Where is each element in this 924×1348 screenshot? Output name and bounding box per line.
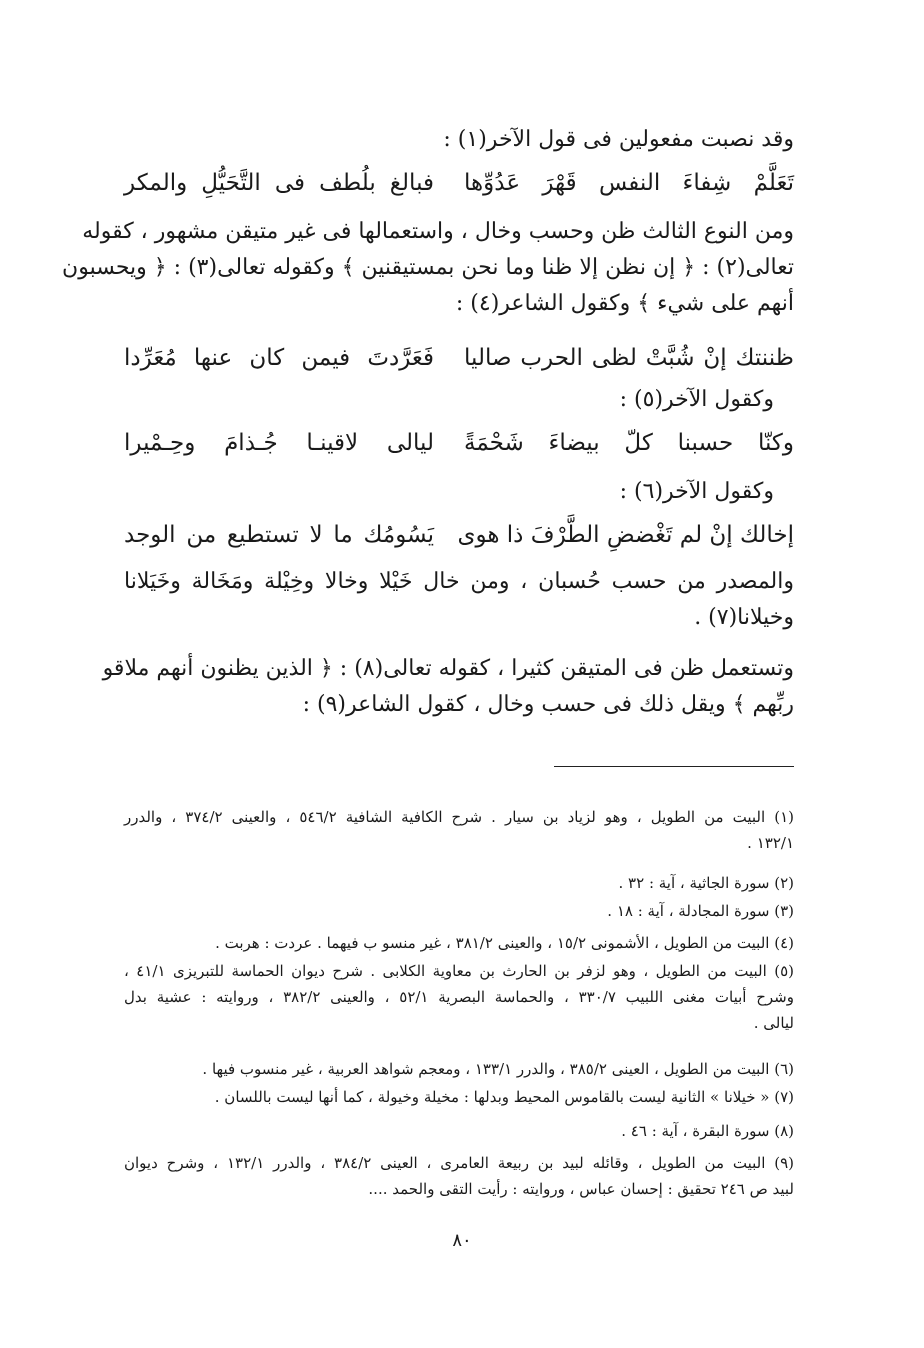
verse-3 xyxy=(124,423,794,463)
verse-4-second-hemistich: يَسُومُك ما لا تستطيع من الوجد xyxy=(124,522,434,548)
footnote-divider xyxy=(554,766,794,767)
paragraph-another-poet-1 xyxy=(124,382,774,418)
paragraph-masdar xyxy=(124,564,794,636)
text-line: تعالى(٢) : ﴿ إن نظن إلا ظنا وما نحن بمستيقنين ﴾ وكقوله تعالى(٣) : ﴿ ويحسبون xyxy=(62,255,794,280)
verse-2-second-hemistich: فَعَرَّدتَ فيمن كان عنها مُعَرِّدا xyxy=(124,345,434,371)
footnote-line: (٦) البيت من الطويل ، العينى ٣٨٥/٢ ، والدرر ١٣٣/١ ، ومعجم شواهد العربية ، غير منسوب فيها . xyxy=(202,1060,794,1078)
footnote-line: (٨) سورة البقرة ، آية : ٤٦ . xyxy=(621,1122,794,1140)
paragraph-another-poet-2 xyxy=(124,474,774,510)
footnote-line: (٢) سورة الجاثية ، آية : ٣٢ . xyxy=(618,874,794,892)
footnote-6 xyxy=(124,1056,794,1082)
footnote-1 xyxy=(124,804,794,856)
footnote-3 xyxy=(124,898,794,924)
footnote-line: (٥) البيت من الطويل ، وهو لزفر بن الحارث بن معاوية الكلابى . شرح ديوان الحماسة للتبريزى ٤١/١ ، xyxy=(124,962,794,980)
footnote-line: (٧) « خيلانا » الثانية ليست بالقاموس المحيط وبدلها : مخيلة وخيولة ، كما أنها ليست باللسان . xyxy=(214,1088,794,1106)
text-line: ومن النوع الثالث ظن وحسب وخال ، واستعمالها فى غير متيقن مشهور ، كقوله xyxy=(82,219,794,244)
text-line: وقد نصبت مفعولين فى قول الآخر(١) : xyxy=(443,127,794,152)
footnote-7 xyxy=(124,1084,794,1110)
verse-2-first-hemistich: ظننتك إنْ شُبَّتْ لظى الحرب صاليا xyxy=(464,345,794,371)
verse-1 xyxy=(124,163,794,203)
footnote-line: (٣) سورة المجادلة ، آية : ١٨ . xyxy=(607,902,794,920)
footnote-9 xyxy=(124,1150,794,1202)
footnote-line: (٩) البيت من الطويل ، وقائله لبيد بن ربيعة العامرى ، العينى ٣٨٤/٢ ، والدرر ١٣٢/١ ، وشرح ديوان xyxy=(124,1154,794,1172)
footnote-5 xyxy=(124,958,794,1036)
verse-3-second-hemistich: ليالى لاقينـا جُـذامَ وحِـمْيرا xyxy=(124,430,434,456)
paragraph-certainty xyxy=(102,651,794,723)
footnote-4 xyxy=(124,930,794,956)
footnote-line: (١) البيت من الطويل ، وهو لزياد بن سيار . شرح الكافية الشافية ٥٤٦/٢ ، والعينى ٣٧٤/٢ ، والدرر xyxy=(124,808,794,826)
footnote-line: وشرح أبيات مغنى اللبيب ٣٣٠/٧ ، والحماسة البصرية ٥٢/١ ، والعينى ٣٨٢/٢ ، وروايته : عشية بدل xyxy=(124,988,794,1006)
footnote-line: ليالى . xyxy=(753,1014,794,1032)
footnote-line: لبيد ص ٢٤٦ تحقيق : إحسان عباس ، وروايته : رأيت التقى والحمد .... xyxy=(368,1180,794,1198)
verse-2 xyxy=(124,338,794,378)
text-line: وخيلانا(٧) . xyxy=(694,605,794,630)
paragraph-third-type xyxy=(62,214,794,322)
text-line: ربِّهم ﴾ ويقل ذلك فى حسب وخال ، كقول الشاعر(٩) : xyxy=(302,692,794,717)
page-number: ٨٠ xyxy=(452,1230,472,1251)
verse-4-first-hemistich: إخالك إنْ لم تَغْضضِ الطَّرْفَ ذا هوى xyxy=(457,522,794,548)
verse-3-first-hemistich: وكنّا حسبنا كلّ بيضاءَ شَحْمَةً xyxy=(464,430,794,456)
footnote-8 xyxy=(124,1118,794,1144)
footnote-2 xyxy=(124,870,794,896)
footnote-line: ١٣٢/١ . xyxy=(747,834,794,852)
verse-1-second-hemistich: فبالغ بلُطف فى التَّحَيُّلِ والمكر xyxy=(124,170,434,196)
text-line: وكقول الآخر(٥) : xyxy=(619,387,774,412)
text-line: وتستعمل ظن فى المتيقن كثيرا ، كقوله تعالى(٨) : ﴿ الذين يظنون أنهم ملاقو xyxy=(102,656,794,681)
verse-4 xyxy=(124,515,794,555)
verse-1-first-hemistich: تَعَلَّمْ شِفاءَ النفس قَهْرَ عَدُوِّها xyxy=(464,170,794,196)
text-line: وكقول الآخر(٦) : xyxy=(619,479,774,504)
paragraph-intro xyxy=(124,122,794,158)
footnote-line: (٤) البيت من الطويل ، الأشمونى ١٥/٢ ، والعينى ٣٨١/٢ ، غير منسو ب فيهما . عردت : هربت . xyxy=(215,934,794,952)
text-line: أنهم على شيء ﴾ وكقول الشاعر(٤) : xyxy=(455,291,794,316)
text-line: والمصدر من حسب حُسبان ، ومن خال خَيْلا وخالا وخِيْلة ومَخَالة وخَيَلانا xyxy=(124,569,794,594)
